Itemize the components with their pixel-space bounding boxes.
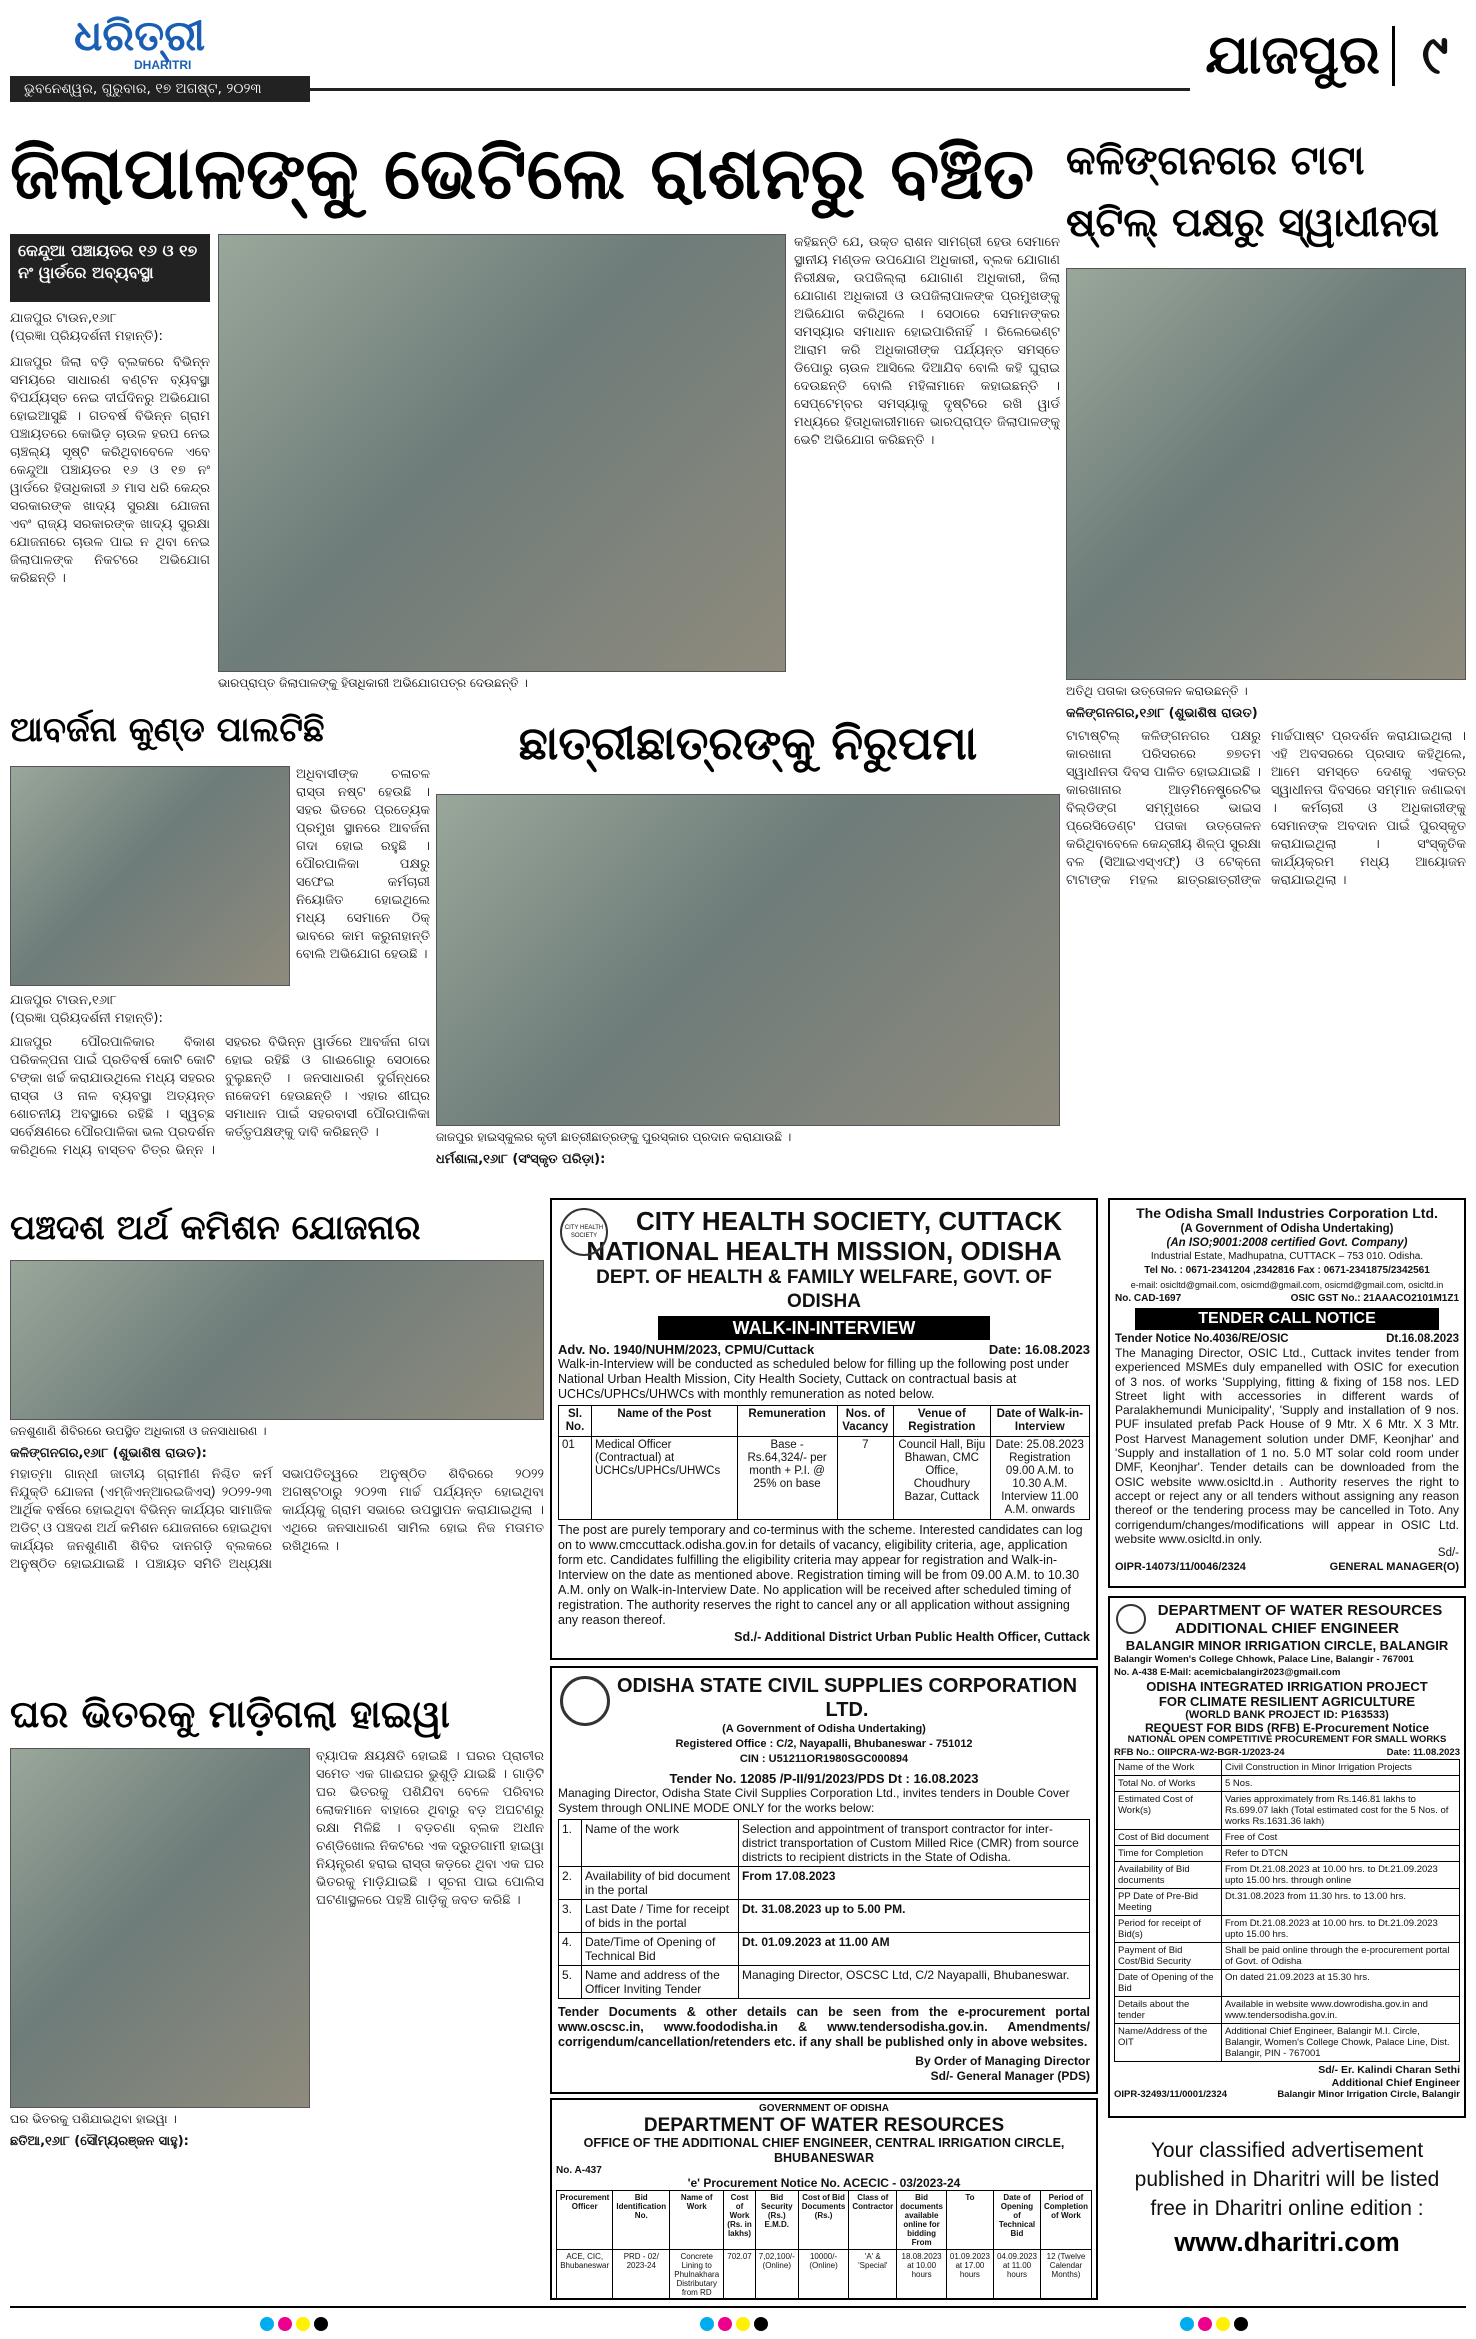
story3-byline: (ପ୍ରଜ୍ଞା ପ୍ରିୟଦର୍ଶନୀ ମହାନ୍ତି): — [10, 1011, 163, 1026]
dowr1-sign2: Additional Chief Engineer — [1331, 2076, 1460, 2089]
dowr1-k: Period for receipt of Bid(s) — [1115, 1916, 1222, 1943]
dowr1-project1: ODISHA INTEGRATED IRRIGATION PROJECT — [1146, 1679, 1428, 1694]
classified-promo — [1108, 2128, 1466, 2300]
chs-th: Remuneration — [737, 1406, 837, 1437]
dowr2-td: 04.09.2023 at 11.00 hours — [993, 2250, 1040, 2301]
story2-photo — [1066, 268, 1466, 680]
dowr1-logo — [1116, 1604, 1146, 1634]
story6-caption: ଘର ଭିତରକୁ ପଶିଯାଇଥିବା ହାଇୱା । — [10, 2112, 177, 2126]
dowr1-v: Refer to DTCN — [1222, 1846, 1460, 1862]
ad-oscsc — [550, 1666, 1098, 2094]
dowr2-th: Cost of Work (Rs. in lakhs) — [724, 2191, 755, 2250]
dowr2-title1: DEPARTMENT OF WATER RESOURCES — [643, 2114, 1005, 2136]
table-row — [1115, 1970, 1460, 1997]
osic-email: e-mail: osicltd@gmail.com, osicmd@gmail.com, osicmd@gmail.com, osicltd.in — [1130, 1280, 1444, 1290]
story4-headline: ଛାତ୍ରୀଛାତ୍ରଙ୍କୁ ନିରୁପମା — [518, 716, 978, 770]
oscsc-body: Tender Documents & other details can be seen from the e-procurement portal www.oscsc.in, www.foododisha.in & www.tendersodisha.gov.in. Amendments/ corrigendum/cancellation/retenders etc. if any shall be published only in above websites. — [558, 2005, 1090, 2049]
story1-dateline-text: ଯାଜପୁର ଟାଉନ,୧୬ା୮ — [10, 311, 117, 326]
chs-banner: WALK-IN-INTERVIEW — [658, 1316, 990, 1340]
registration-marks-right — [1180, 2316, 1300, 2332]
chs-body: The post are purely temporary and co-terminus with the scheme. Interested candidates can log on to www.cmccuttack.odisha.gov.in for details of vacancy, eligibility criteria, age, application form etc. Candidates fulfilling the eligibility criteria may appear for registration and Walk-in-Interview on the date as mentioned above. Registration timing will be from 09.00 A.M. to 10.30 A.M. only on Walk-in-Interview Date. No application will be received after scheduled timing of registration. The authority reserves the right to cancel any or all application without assigning any reason thereof. — [558, 1523, 1083, 1627]
dowr1-k: Name/Address of the OIT — [1115, 2024, 1222, 2062]
oscsc-n: 2. — [559, 1867, 582, 1900]
dowr1-v: 5 Nos. — [1222, 1776, 1460, 1792]
dowr2-th: Period of Completion of Work — [1041, 2191, 1092, 2250]
cyan-dot — [700, 2317, 714, 2331]
chs-table — [558, 1405, 1090, 1520]
chs-title2: NATIONAL HEALTH MISSION, ODISHA — [586, 1236, 1062, 1266]
chs-date: Date: 16.08.2023 — [988, 1342, 1090, 1357]
osic-tender-line — [1115, 1332, 1459, 1346]
dowr2-th: Class of Contractor — [849, 2191, 897, 2250]
oscsc-k: Name of the work — [582, 1820, 739, 1867]
story1-dateline — [10, 310, 210, 350]
story1-caption: ଭାରପ୍ରାପ୍ତ ଜିଲାପାଳଙ୍କୁ ହିତାଧିକାରୀ ଅଭିଯୋଗପତ୍ର ଦେଉଛନ୍ତି । — [218, 676, 528, 690]
dowr1-rfb-line — [1114, 1747, 1460, 1760]
osic-title: The Odisha Small Industries Corporation Ltd. — [1136, 1205, 1438, 1221]
logo-sub: DHARITRI — [134, 58, 192, 72]
osic-addr: Industrial Estate, Madhupatna, CUTTACK – 753 010. Odisha. — [1150, 1251, 1424, 1262]
oscsc-cin: CIN : U51211OR1980SGC000894 — [739, 1753, 909, 1765]
black-dot — [754, 2317, 768, 2331]
oscsc-title: ODISHA STATE CIVIL SUPPLIES CORPORATION LTD. — [616, 1675, 1078, 1721]
dowr1-title3: BALANGIR MINOR IRRIGATION CIRCLE, BALANGIR — [1125, 1638, 1449, 1653]
dowr2-th: To — [946, 2191, 993, 2250]
table-row — [1115, 1997, 1460, 2024]
dowr1-k: Name of the Work — [1115, 1760, 1222, 1776]
yellow-dot — [1216, 2317, 1230, 2331]
black-dot — [1234, 2317, 1248, 2331]
oscsc-n: 4. — [559, 1933, 582, 1966]
chs-adv-line — [558, 1342, 1090, 1357]
story4-photo — [436, 794, 1060, 1126]
dowr1-k: Total No. of Works — [1115, 1776, 1222, 1792]
oscsc-k: Date/Time of Opening of Technical Bid — [582, 1933, 739, 1966]
promo-url[interactable]: www.dharitri.com — [1174, 2227, 1400, 2257]
registration-marks-center — [700, 2316, 820, 2332]
cyan-dot — [260, 2317, 274, 2331]
dowr2-header — [557, 2191, 1092, 2250]
oscsc-k: Availability of bid document in the portal — [582, 1867, 739, 1900]
osic-tender-date: Dt.16.08.2023 — [1386, 1333, 1459, 1345]
oscsc-order: By Order of Managing Director — [915, 2054, 1090, 2068]
dowr1-rfb-date: Date: 11.08.2023 — [1386, 1746, 1460, 1758]
story1-headline: ଜିଲାପାଳଙ୍କୁ ଭେଟିଲେ ରାଶନରୁ ବଞ୍ଚିତ — [10, 131, 1035, 215]
dowr2-th: Name of Work — [670, 2191, 724, 2250]
story4-dateline: ଧର୍ମଶାଳା,୧୬ା୮ (ସଂସ୍କୃତ ପରିଡ଼ା): — [436, 1152, 606, 1167]
osic-sub2: (An ISO;9001:2008 certified Govt. Company) — [1166, 1237, 1408, 1249]
story4-body-columns — [436, 1152, 1060, 1188]
dowr1-v: From Dt.21.08.2023 at 10.00 hrs. to Dt.21.09.2023 upto 15.00 hrs. — [1222, 1916, 1460, 1943]
dowr1-k: Payment of Bid Cost/Bid Security — [1115, 1943, 1222, 1970]
osic-tel: Tel No. : 0671-2341204 ,2342816 Fax : 0671-2341875/2342561 — [1144, 1265, 1430, 1276]
masthead — [0, 0, 1476, 110]
cyan-dot — [1180, 2317, 1194, 2331]
osic-sign: Sd/- — [1437, 1547, 1459, 1560]
table-row — [1115, 1862, 1460, 1889]
dateline-bar: ଭୁବନେଶ୍ୱର, ଗୁରୁବାର, ୧୭ ଅଗଷ୍ଟ, ୨୦୨୩ — [10, 76, 310, 102]
story5-body: ମହାତ୍ମା ଗାନ୍ଧୀ ଜାତୀୟ ଗ୍ରାମୀଣ ନିଶ୍ଚିତ କର୍ମ ନିଯୁକ୍ତି ଯୋଜନା (ଏମ୍‌ଜିଏନ୍‌ଆରଇଜିଏସ୍) ୨୦୨୨-୨୩ ଆର୍ଥିକ ବର୍ଷରେ ହୋଇଥିବା ବିଭିନ୍ନ କାର୍ଯ୍ୟର ସାମାଜିକ ଅଡିଟ୍ ଓ ପଞ୍ଚଦଶ ଅର୍ଥ କମିଶନ ଯୋଜନାରେ ହୋଇଥିବା କାର୍ଯ୍ୟର ଜନଶୁଣାଣି ଶିବିର ଦାନଗଡ଼ି ବ୍ଲକରେ ଅନୁଷ୍ଠିତ ହୋଇଯାଇଛି । ପଞ୍ଚାୟତ ସମିତି ଅଧ୍ୟକ୍ଷା ସଭାପତିତ୍ୱରେ ଅନୁଷ୍ଠିତ ଶିବିରରେ ୨୦୨୨ ଅଗଷ୍ଟଠାରୁ ୨୦୨୩ ମାର୍ଚ୍ଚ ପର୍ଯ୍ୟନ୍ତ ହୋଇଥିବା କାର୍ଯ୍ୟକୁ ଗ୍ରାମ ସଭାରେ ଉପସ୍ଥାପନ କରାଯାଇଥିଲା । ଏଥିରେ ଜନସାଧାରଣ ସାମିଲ ହୋଇ ନିଜ ମତାମତ ରଖିଥିଲେ । — [10, 1467, 544, 1572]
dowr1-footer — [1114, 2089, 1460, 2102]
dowr2-th: Date of Opening of Technical Bid — [993, 2191, 1040, 2250]
black-dot — [314, 2317, 328, 2331]
table-row — [559, 1867, 1090, 1900]
dowr1-table — [1114, 1759, 1460, 2062]
dowr2-th: Cost of Bid Documents (Rs.) — [798, 2191, 849, 2250]
dowr1-title2: ADDITIONAL CHIEF ENGINEER — [1175, 1620, 1399, 1637]
story6-headline: ଘର ଭିତରକୁ ମାଡ଼ିଗଲା ହାଇୱା — [10, 1692, 450, 1736]
dowr1-k: PP Date of Pre-Bid Meeting — [1115, 1889, 1222, 1916]
oscsc-v: From 17.08.2023 — [739, 1867, 1090, 1900]
story1-byline: (ପ୍ରଜ୍ଞା ପ୍ରିୟଦର୍ଶନୀ ମହାନ୍ତି): — [10, 329, 163, 344]
dowr1-v: Additional Chief Engineer, Balangir M.I. Circle, Balangir, Women's College Chowk, Palace Line, Dist. Balangir, PIN - 767001 — [1222, 2024, 1460, 2062]
osic-gm: GENERAL MANAGER(O) — [1329, 1561, 1459, 1574]
footer-rule — [10, 2306, 1466, 2308]
section-divider — [1392, 26, 1395, 86]
oscsc-sub: (A Government of Odisha Undertaking) — [722, 1723, 926, 1735]
chs-adv-no: Adv. No. 1940/NUHM/2023, CPMU/Cuttack — [558, 1342, 815, 1357]
dowr2-td: 12 (Twelve Calendar Months) — [1041, 2250, 1092, 2301]
chs-title1: CITY HEALTH SOCIETY, CUTTACK — [635, 1206, 1063, 1236]
oscsc-v: Managing Director, OSCSC Ltd, C/2 Nayapalli, Bhubaneswar. — [739, 1966, 1090, 1999]
table-row — [1115, 1776, 1460, 1792]
chs-th: Venue of Registration — [894, 1406, 991, 1437]
story1-body-left: ଯାଜପୁର ଜିଲା ବଡ଼ି ବ୍ଲକରେ ବିଭିନ୍ନ ସମୟରେ ସାଧାରଣ ବଣ୍ଟନ ବ୍ୟବସ୍ଥା ବିପର୍ଯ୍ୟସ୍ତ ନେଇ ଦୀର୍ଘଦିନରୁ ଅଭିଯୋଗ ହୋଇଆସୁଛି । ଗତବର୍ଷ ବିଭିନ୍ନ ଗ୍ରାମ ପଞ୍ଚାୟତରେ କୋଭିଡ଼ ଚାଉଳ ହରପ ନେଇ ଚାଞ୍ଚଲ୍ୟ ସୃଷ୍ଟି କରିଥିବାବେଳେ ଏବେ କେନ୍ଦୁଆ ପଞ୍ଚାୟତର ୧୬ ଓ ୧୭ ନଂ ୱାର୍ଡରେ ହିତାଧିକାରୀ ୬ ମାସ ଧରି କେନ୍ଦ୍ର ସରକାରଙ୍କ ଖାଦ୍ୟ ସୁରକ୍ଷା ଯୋଜନା ଏବଂ ରାଜ୍ୟ ସରକାରଙ୍କ ଖାଦ୍ୟ ସୁରକ୍ଷା ଯୋଜନାରେ ଚାଉଳ ପାଇ ନ ଥିବା ନେଇ ଜିଲାପାଳଙ୍କ ନିକଟରେ ଅଭିଯୋଗ କରିଛନ୍ତି । — [10, 355, 210, 586]
oscsc-v: Dt. 01.09.2023 at 11.00 AM — [739, 1933, 1090, 1966]
chs-th: Name of the Post — [592, 1406, 738, 1437]
story4-caption: ଜାଜପୁର ହାଇସ୍କୁଲର କୃତୀ ଛାତ୍ରୀଛାତ୍ରଙ୍କୁ ପୁରସ୍କାର ପ୍ରଦାନ କରାଯାଉଛି । — [436, 1130, 792, 1144]
chs-th: Nos. of Vacancy — [837, 1406, 894, 1437]
story2-dateline: କଳିଙ୍ଗନଗର,୧୬ା୮ (ଶୁଭାଶିଷ ରାଉତ) — [1066, 706, 1258, 721]
logo-text: ଧରିତ୍ରୀ — [74, 11, 206, 60]
dowr1-k: Date of Opening of the Bid — [1115, 1970, 1222, 1997]
story5-dateline: କଳିଙ୍ଗନଗର,୧୬ା୮ (ଶୁଭାଶିଷ ରାଉତ): — [10, 1446, 207, 1461]
dowr1-project3: (WORLD BANK PROJECT ID: P163533) — [1185, 1709, 1389, 1721]
section-name: ଯାଜପୁର — [1205, 23, 1380, 86]
oscsc-addr: Registered Office : C/2, Nayapalli, Bhubaneswar - 751012 — [675, 1738, 973, 1750]
dowr2-th: Bid documents available online for bidding From — [897, 2191, 947, 2250]
ad-dowr-balangir — [1108, 1596, 1466, 2118]
oscsc-table — [558, 1819, 1090, 1999]
chs-intro: Walk-in-Interview will be conducted as scheduled below for filling up the following post under National Urban Health Mission, City Health Society, Cuttack on contractual basis at UCHCs/UPHCs/UHWCs with monthly remuneration as noted below. — [558, 1357, 1069, 1401]
dowr2-td: ACE, CIC, Bhubaneswar — [557, 2250, 613, 2301]
chs-th: Sl. No. — [559, 1406, 592, 1437]
osic-sub1: (A Government of Odisha Undertaking) — [1180, 1223, 1394, 1235]
masthead-rule — [310, 88, 1190, 91]
story3-headline: ଆବର୍ଜନା କୁଣ୍ଡ ପାଲଟିଛି — [10, 710, 325, 750]
table-row — [1115, 1830, 1460, 1846]
chs-td: 01 — [559, 1437, 592, 1520]
dowr1-v: Shall be paid online through the e-procurement portal of Govt. of Odisha — [1222, 1943, 1460, 1970]
oscsc-n: 5. — [559, 1966, 582, 1999]
dowr2-th: Procurement Officer — [557, 2191, 613, 2250]
chs-td: Council Hall, Biju Bhawan, CMC Office, Choudhury Bazar, Cuttack — [894, 1437, 991, 1520]
table-row — [1115, 1846, 1460, 1862]
dowr1-v: Free of Cost — [1222, 1830, 1460, 1846]
osic-oipr: OIPR-14073/11/0046/2324 — [1115, 1561, 1246, 1574]
osic-body: The Managing Director, OSIC Ltd., Cuttack invites tender from experienced MSMEs duly empanelled with OSIC for execution of 3 nos. of works 'Supplying, fitting & fixing of 158 nos. LED Street light with accessories in different wards of Paralakhemundi Municipality', 'Supply and installation of 9 nos. PUF insulated prefab Pack House of 9 Mtr. X 6 Mtr. X 3 Mtr. Post Harvest Management solution under DMF, Keonjhar' and 'Supply and installation of 1 no. 5.0 MT solar cold room under DMF, Keonjhar'. Tender details can be downloaded from the OSIC website www.osicltd.in . Authority reserves the right to accept or reject any or all tenders without assigning any reason thereof or the tendering process may be cancelled in Toto. Any corrigendum/changes/modifications will appear in OSIC Ltd. website www.osicltd.in only. — [1115, 1346, 1459, 1546]
dowr1-oipr: OIPR-32493/11/0001/2324 — [1114, 2089, 1228, 2100]
osic-tender-no: Tender Notice No.4036/RE/OSIC — [1115, 1333, 1289, 1345]
ad-osic — [1108, 1198, 1466, 1588]
story1-body-right: କହିଛନ୍ତି ଯେ, ଉକ୍ତ ରାଶନ ସାମଗ୍ରୀ ହେଉ ସେମାନେ ସ୍ଥାନୀୟ ମଣ୍ଡଳ ଉପଯୋଗ ଅଧିକାରୀ, ବ୍ଲକ ଯୋଗାଣ ନିରୀକ୍ଷକ, ଉପଜିଲ୍ଲା ଯୋଗାଣ ଅଧିକାରୀ, ଜିଲା ଯୋଗାଣ ଅଧିକାରୀ ଓ ଉପଜିଲାପାଳଙ୍କ ପ୍ରମୁଖଙ୍କୁ ଅଭିଯୋଗ କରିଥିଲେ । ସେଠାରେ ସେମାନଙ୍କର ସମସ୍ୟାର ସମାଧାନ ହୋଇପାରିନାହିଁ । ରିଲେଭେଣ୍ଟ ଆରାମ କରି ଅଧିକାରୀଙ୍କ ପର୍ଯ୍ୟନ୍ତ ସମସ୍ତେ ଡିପୋରୁ ଚାଉଳ ଆସିଲେ ଦିଆଯିବ ବୋଲି କହି ଘୁରାଇ ଦେଉଛନ୍ତି ବୋଲି ମହିଳାମାନେ କହାଇଛନ୍ତି । ସେପ୍ଟେମ୍ବର ସମସ୍ୟାକୁ ଦୃଷ୍ଟିରେ ରଖି ୱାର୍ଡ ମଧ୍ୟରେ ହିତାଧିକାରୀମାନେ ଭାରପ୍ରାପ୍ତ ଜିଲାପାଳଙ୍କୁ ଭେଟି ଅଭିଯୋଗ କରିଛନ୍ତି । — [794, 235, 1060, 448]
oscsc-n: 3. — [559, 1900, 582, 1933]
story5-headline: ପଞ୍ଚଦଶ ଅର୍ଥ କମିଶନ ଯୋଜନାର — [10, 1208, 421, 1248]
osic-banner: TENDER CALL NOTICE — [1135, 1308, 1439, 1330]
oscsc-k: Name and address of the Officer Inviting Tender — [582, 1966, 739, 1999]
dowr2-table — [556, 2190, 1092, 2300]
dowr1-addr: Balangir Women's College Chhowk, Palace Line, Balangir - 767001 — [1114, 1654, 1414, 1665]
dowr1-rfb-no: RFB No.: OIIPCRA-W2-BGR-1/2023-24 — [1114, 1746, 1285, 1758]
dowr2-td: 7,02,100/- (Online) — [755, 2250, 798, 2301]
chs-td: 7 — [837, 1437, 894, 1520]
story2-caption: ଅତିଥି ପତାକା ଉତ୍ତୋଳନ କରାଉଛନ୍ତି । — [1066, 684, 1248, 698]
dowr2-td: 10000/- (Online) — [798, 2250, 849, 2301]
dowr2-td: PRD - 02/ 2023-24 — [613, 2250, 670, 2301]
chs-td: Medical Officer (Contractual) at UCHCs/UPHCs/UHWCs — [592, 1437, 738, 1520]
dowr1-email: No. A-438 E-Mail: acemicbalangir2023@gmail.com — [1114, 1666, 1341, 1678]
osic-gst: OSIC GST No.: 21AAACO2101M1Z1 — [1290, 1293, 1459, 1304]
dowr2-td: 18.08.2023 at 10.00 hours — [897, 2250, 947, 2301]
oscsc-tender: Tender No. 12085 /P-II/91/2023/PDS Dt : 16.08.2023 — [669, 1771, 979, 1786]
table-row — [559, 1933, 1090, 1966]
oscsc-n: 1. — [559, 1820, 582, 1867]
oscsc-logo — [560, 1676, 610, 1726]
oscsc-k: Last Date / Time for receipt of bids in the portal — [582, 1900, 739, 1933]
dowr2-notice: 'e' Procurement Notice No. ACECIC - 03/2023-24 — [687, 2176, 961, 2190]
story3-body: ଯାଜପୁର ପୌରପାଳିକାର ବିକାଶ ପରିକଳ୍ପନା ପାଇଁ ପ୍ରତିବର୍ଷ କୋଟି କୋଟି ଟଙ୍କା ଖର୍ଚ୍ଚ କରାଯାଉଥିଲେ ମଧ୍ୟ ସହରର ରାସ୍ତା ଓ ନାଳ ବ୍ୟବସ୍ଥା ଅତ୍ୟନ୍ତ ଶୋଚନୀୟ ଅବସ୍ଥାରେ ରହିଛି । ସ୍ୱଚ୍ଛ ସର୍ବେକ୍ଷଣରେ ପୌରପାଳିକା ଭଲ ପ୍ରଦର୍ଶନ କରିଥିଲେ ମଧ୍ୟ ବାସ୍ତବ ଚିତ୍ର ଭିନ୍ନ । ସହରର ବିଭିନ୍ନ ୱାର୍ଡରେ ଆବର୍ଜନା ଗଦା ହୋଇ ରହିଛି ଓ ଗାଈଗୋରୁ ସେଠାରେ ବୁଲୁଛନ୍ତି । ଜନସାଧାରଣ ଦୁର୍ଗନ୍ଧରେ ନାକେଦମ ହେଉଛନ୍ତି । ଏହାର ଶୀଘ୍ର ସମାଧାନ ପାଇଁ ସହରବାସୀ ପୌରପାଳିକା କର୍ତ୍ତୃପକ୍ଷଙ୍କୁ ଦାବି କରିଛନ୍ତି । — [10, 1035, 430, 1158]
oscsc-v: Dt. 31.08.2023 up to 5.00 PM. — [739, 1900, 1090, 1933]
dowr1-v: Available in website www.dowrodisha.gov.in and www.tendersodisha.gov.in. — [1222, 1997, 1460, 2024]
dowr1-k: Cost of Bid document — [1115, 1830, 1222, 1846]
story1-kicker: କେନ୍ଦୁଆ ପଞ୍ଚାୟତର ୧୬ ଓ ୧୭ ନଂ ୱାର୍ଡରେ ଅବ୍ୟବସ୍ଥା — [10, 234, 210, 302]
magenta-dot — [278, 2317, 292, 2331]
story5-photo — [10, 1260, 544, 1420]
dowr1-project2: FOR CLIMATE RESILIENT AGRICULTURE — [1158, 1694, 1416, 1709]
chs-td: Base - Rs.64,324/- per month + P.I. @ 25% on base — [737, 1437, 837, 1520]
logo — [74, 10, 244, 70]
dowr1-ncb: NATIONAL OPEN COMPETITIVE PROCUREMENT FOR SMALL WORKS — [1127, 1734, 1447, 1745]
dowr1-v: On dated 21.09.2023 at 15.30 hrs. — [1222, 1970, 1460, 1997]
dowr2-gov: GOVERNMENT OF ODISHA — [758, 2103, 889, 2114]
dowr1-sign3: Balangir Minor Irrigation Circle, Balangir — [1277, 2089, 1460, 2100]
dowr1-v: Dt.31.08.2023 from 11.30 hrs. to 13.00 hrs. — [1222, 1889, 1460, 1916]
dowr2-td: Concrete Lining to Phulnakhara Distributary from RD — [670, 2250, 724, 2301]
dowr1-k: Time for Completion — [1115, 1846, 1222, 1862]
osic-ref: No. CAD-1697 — [1115, 1293, 1182, 1304]
ad-dowr-central — [550, 2098, 1098, 2300]
table-row — [559, 1820, 1090, 1867]
table-row — [559, 1900, 1090, 1933]
osic-ref-line — [1115, 1292, 1459, 1306]
dowr2-no: No. A-437 — [556, 2164, 602, 2176]
oscsc-v: Selection and appointment of transport contractor for inter-district transportation of Custom Milled Rice (CMR) from source districts to recipient districts in the State of Odisha. — [739, 1820, 1090, 1867]
dowr1-v: Civil Construction in Minor Irrigation Projects — [1222, 1760, 1460, 1776]
table-row — [559, 1437, 1090, 1520]
ad-city-health-society — [550, 1198, 1098, 1660]
story6-dateline: ଛତିଆ,୧୬ା୮ (ସୌମ୍ୟରଞ୍ଜନ ସାହୁ): — [10, 2134, 189, 2149]
dowr2-th: Bid Security (Rs.) E.M.D. — [755, 2191, 798, 2250]
magenta-dot — [1198, 2317, 1212, 2331]
story2-headline: କଳିଙ୍ଗନଗର ଟାଟା ଷ୍ଟିଲ୍ ପକ୍ଷରୁ ସ୍ୱାଧୀନତା — [1066, 138, 1440, 246]
oscsc-sign: Sd/- General Manager (PDS) — [930, 2069, 1090, 2083]
dowr2-td: 01.09.2023 at 17.00 hours — [946, 2250, 993, 2301]
dowr1-k: Availability of Bid documents — [1115, 1862, 1222, 1889]
story3-photo — [10, 766, 290, 986]
dowr2-th: Bid Identification No. — [613, 2191, 670, 2250]
chs-table-header — [559, 1406, 1090, 1437]
story1-photo — [218, 234, 786, 672]
story6-body: ବ୍ୟାପକ କ୍ଷୟକ୍ଷତି ହୋଇଛି । ଘରର ପ୍ରାଚୀର ସମେତ ଏକ ଗାଈଘର ଭୁଶୁଡ଼ି ଯାଇଛି । ଗାଡ଼ିଟି ଘର ଭିତରକୁ ପଶିଯିବା ବେଳେ ପରିବାର ଲୋକମାନେ ବାହାରେ ଥିବାରୁ ବଡ଼ ଅଘଟଣରୁ ରକ୍ଷା ମିଳିଛି । ବଡ଼ଚଣା ବ୍ଲକ ଅଧୀନ ଚଣ୍ଡିଖୋଲ ନିକଟରେ ଏକ ଦ୍ରୁତଗାମୀ ହାଇୱା ନିୟନ୍ତ୍ରଣ ହରାଇ ରାସ୍ତା କଡ଼ରେ ଥିବା ଏକ ଘର ଭିତରକୁ ମାଡ଼ିଯାଇଛି । ସୂଚନା ପାଇ ପୋଲିସ ଘଟଣାସ୍ଥଳରେ ପହଞ୍ଚି ଗାଡ଼ିକୁ ଜବତ କରିଛି । — [316, 1749, 544, 1908]
dowr2-title2: OFFICE OF THE ADDITIONAL CHIEF ENGINEER, CENTRAL IRRIGATION CIRCLE, BHUBANESWAR — [583, 2135, 1065, 2165]
story3-dateline — [10, 992, 290, 1030]
table-row — [559, 1966, 1090, 1999]
yellow-dot — [296, 2317, 310, 2331]
table-row — [1115, 1916, 1460, 1943]
dowr1-k: Estimated Cost of Work(s) — [1115, 1792, 1222, 1830]
oscsc-intro: Managing Director, Odisha State Civil Supplies Corporation Ltd., invites tenders in Double Cover System through ONLINE MODE ONLY for the works below: — [558, 1786, 1070, 1815]
table-row — [1115, 1943, 1460, 1970]
yellow-dot — [736, 2317, 750, 2331]
chs-td: Date: 25.08.2023 Registration 09.00 A.M. to 10.30 A.M. Interview 11.00 A.M. onwards — [990, 1437, 1089, 1520]
story3-dateline-text: ଯାଜପୁର ଟାଉନ,୧୬ା୮ — [10, 993, 117, 1008]
story3-body-top: ଅଧିବାସୀଙ୍କ ଚଳାଚଳ ରାସ୍ତା ନଷ୍ଟ ହେଉଛି । ସହର ଭିତରେ ପ୍ରତ୍ୟେକ ପ୍ରମୁଖ ସ୍ଥାନରେ ଆବର୍ଜନା ଗଦା ହୋଇ ରହୁଛି । ପୌରପାଳିକା ପକ୍ଷରୁ ସଫେଇ କର୍ମଚାରୀ ନିୟୋଜିତ ହୋଇଥିଲେ ମଧ୍ୟ ସେମାନେ ଠିକ୍ ଭାବରେ କାମ କରୁନାହାନ୍ତି ବୋଲି ଅଭିଯୋଗ ହେଉଛି । — [296, 767, 430, 962]
table-row — [1115, 1792, 1460, 1830]
table-row — [1115, 1760, 1460, 1776]
promo-text: Your classified advertisement published in Dharitri will be listed free in Dharitri online edition : — [1134, 2139, 1440, 2220]
table-row — [1115, 2024, 1460, 2062]
registration-marks-left — [260, 2316, 380, 2332]
dowr1-v: Varies approximately from Rs.146.81 lakhs to Rs.699.07 lakh (Total estimated cost for the 5 Nos. of works Rs.1631.36 lakh) — [1222, 1792, 1460, 1830]
dowr2-td: 702.07 — [724, 2250, 755, 2301]
osic-footer — [1115, 1560, 1459, 1574]
chs-logo: CITY HEALTH SOCIETY — [560, 1208, 608, 1256]
magenta-dot — [718, 2317, 732, 2331]
story5-caption: ଜନଶୁଣାଣି ଶିବିରରେ ଉପସ୍ଥିତ ଅଧିକାରୀ ଓ ଜନସାଧାରଣ । — [10, 1424, 267, 1438]
chs-th: Date of Walk-in-Interview — [990, 1406, 1089, 1437]
chs-sign: Sd./- Additional District Urban Public Health Officer, Cuttack — [734, 1630, 1090, 1644]
dowr2-td: 'A' & 'Special' — [849, 2250, 897, 2301]
story2-body: ଟାଟାଷ୍ଟିଲ୍ କଳିଙ୍ଗନଗର ପକ୍ଷରୁ କାରଖାନା ପରିସରରେ ୭୭ତମ ସ୍ୱାଧୀନତା ଦିବସ ପାଳିତ ହୋଇଯାଇଛି । କାରଖାନାର ଆଡ଼ମିନେଷ୍ଟ୍ରେଟିଭ ବିଲ୍ଡିଙ୍ଗ ସମ୍ମୁଖରେ ଭାଇସ ପ୍ରେସିଡେଣ୍ଟ ପତାକା ଉତ୍ତୋଳନ କରିଥିବାବେଳେ କେନ୍ଦ୍ରୀୟ ଶିଳ୍ପ ସୁରକ୍ଷା ବଳ (ସିଆଇଏସ୍ଏଫ୍) ଓ ଟେକ୍ନୋ ଟାଟାଙ୍କ ମହଲ ଛାତ୍ରଛାତ୍ରୀଙ୍କ ମାର୍ଚ୍ଚପାଷ୍ଟ ପ୍ରଦର୍ଶନ କରାଯାଇଥିଲା । ଏହି ଅବସରରେ ପ୍ରସାଦ କହିଥିଲେ, ଆମେ ସମସ୍ତେ ଦେଶକୁ ଏକତ୍ର ସ୍ୱାଧୀନତା ଦିବସରେ ସମ୍ମାନ ଜଣାଇବା । କର୍ମଚାରୀ ଓ ଅଧିକାରୀଙ୍କୁ ସେମାନଙ୍କ ଅବଦାନ ପାଇଁ ପୁରସ୍କୃତ କରାଯାଇଥିଲା । ସଂସ୍କୃତିକ କାର୍ଯ୍ୟକ୍ରମ ମଧ୍ୟ ଆୟୋଜନ କରାଯାଇଥିଲା । — [1066, 729, 1466, 888]
dowr1-sign1: Sd/- Er. Kalindi Charan Sethi — [1318, 2064, 1460, 2076]
dowr1-k: Details about the tender — [1115, 1997, 1222, 2024]
dowr1-title1: DEPARTMENT OF WATER RESOURCES — [1157, 1602, 1443, 1619]
page-number: ୯ — [1421, 23, 1449, 86]
dowr1-v: From Dt.21.08.2023 at 10.00 hrs. to Dt.21.09.2023 upto 15.00 hrs. through online — [1222, 1862, 1460, 1889]
dowr1-rfb: REQUEST FOR BIDS (RFB) E-Procurement Notice — [1144, 1720, 1430, 1735]
chs-title3: DEPT. OF HEALTH & FAMILY WELFARE, GOVT. OF ODISHA — [596, 1267, 1052, 1312]
table-row — [557, 2250, 1092, 2301]
table-row — [1115, 1889, 1460, 1916]
